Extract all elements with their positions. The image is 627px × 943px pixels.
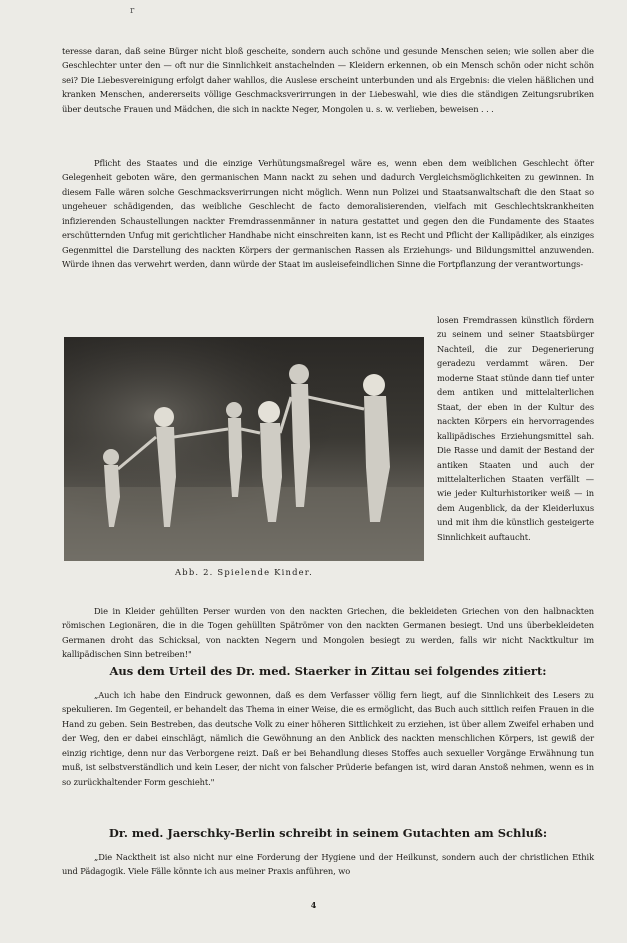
paragraph-2: Pflicht des Staates und die einzige Verhütungsmaßregel wäre es, wenn eben dem weiblichen Geschlecht öfter Gelegenheit geboten wäre, den germanischen Mann nackt zu sehen und dadurch Vergleichsmöglichkeiten zu gewinnen. In diesem Falle wären solche Geschmacksverirrungen nicht möglich. Wenn nun Polizei und Staatsanwaltschaft die den Staat so ungeheuer schädigenden, das weibliche Geschlecht de facto demoralisierenden, vielfach mit Geschlechtskrankheiten infizierenden Schaustellungen nackter Fremdrassenmänner in natura gestattet und gegen den die Fundamente des Staates erschütternden Unfug mit gerichtlicher Handhabe nicht einschreiten kann, ist es Recht und Pflicht der Kallipädiker, als einziges Gegenmittel die Darstellung des nackten Körpers der germanischen Rassen als Erziehungs- und Bildungsmittel anzuwenden. Würde ihnen das verwehrt werden, dann würde der Staat im ausleisefeindlichen Sinne die Fortpflanzung der verantwortungs-	[62, 158, 594, 270]
photo-playing-children	[64, 337, 424, 561]
side-column-text: losen Fremdrassen künstlich fördern zu seinem und seiner Staatsbürger Nachteil, die zur Degenerierung geradezu verdammt wären. Der moderne Staat stünde dann tief unter dem antiken und mittelalterlichen Staat, der eben in der Kultur des nackten Körpers ein hervorragendes kallipädisches Erziehungsmittel sah. Die Rasse und damit der Bestand der antiken Staaten und auch der mittelalterlichen Staaten verfällt — wie jeder Kulturhistoriker weiß — in dem Augenblick, da der Kleiderluxus und mit ihm die künstlich gesteigerte Sinnlichkeit auftaucht.	[437, 315, 594, 542]
paragraph-5: „Auch ich habe den Eindruck gewonnen, daß es dem Verfasser völlig fern liegt, auf die Sinnlichkeit des Lesers zu spekulieren. Im Gegenteil, er behandelt das Thema in einer Weise, die es ermöglicht, das Buch auch sittlich reifen Frauen in die Hand zu geben. Sein Bestreben, das deutsche Volk zu einer höheren Sittlichkeit zu erziehen, ist über allem Zweifel erhaben und der Weg, den er dabei einschlägt, nämlich die Gewöhnung an den Anblick des nackten menschlichen Körpers, ist gewiß der einzig richtige, denn nur das Verborgene reizt. Daß er bei Behandlung dieses Stoffes auch sexueller Vorgänge Erwähnung tun muß, ist selbstverständlich und kein Leser, der nicht von falscher Prüderie befangen ist, wird daran Anstoß nehmen, wenn es in so zurückhaltender Form geschieht."	[62, 690, 594, 787]
page-number: 4	[310, 900, 317, 910]
figure-caption: Abb. 2. Spielende Kinder.	[175, 567, 313, 577]
paragraph-6: „Die Nacktheit ist also nicht nur eine Forderung der Hygiene und der Heilkunst, sondern auch der christlichen Ethik und Pädagogik. Viele Fälle könnte ich aus meiner Praxis anführen, wo	[62, 852, 594, 877]
corner-mark: r	[130, 6, 135, 16]
paragraph-4: Die in Kleider gehüllten Perser wurden von den nackten Griechen, die bekleideten Griechen von den halbnackten römischen Legionären, die in die Togen gehüllten Spätrömer von den nackten Germanen besiegt. Und uns überbekleideten Germanen droht das Schicksal, von nackten Negern und Mongolen besiegt zu werden, falls wir nicht Nacktkultur im kallipädischen Sinn betreiben!"	[62, 606, 594, 660]
photo-illustration	[64, 337, 424, 561]
paragraph-1: teresse daran, daß seine Bürger nicht bloß gescheite, sondern auch schöne und gesunde Menschen seien; wie sollen aber die Geschlechter unter den — oft nur die Sinnlichkeit anstachelnden — Kleidern erkennen, ob ein Mensch schön oder nicht schön sei? Die Liebesvereinigung erfolgt daher wahllos, die Auslese erscheint unterbunden und als Ergebnis: die vielen häßlichen und kranken Menschen, andererseits völlige Geschmacksverirrungen in der Liebeswahl, wie dies die ständigen Zeitungsrubriken über deutsche Frauen und Mädchen, die sich in nackte Neger, Mongolen u. s. w. verlieben, beweisen . . .	[62, 46, 594, 114]
heading-jaerschky: Dr. med. Jaerschky-Berlin schreibt in seinem Gutachten am Schluß:	[108, 826, 548, 840]
heading-staerker: Aus dem Urteil des Dr. med. Staerker in Zittau sei folgendes zitiert:	[109, 664, 547, 678]
